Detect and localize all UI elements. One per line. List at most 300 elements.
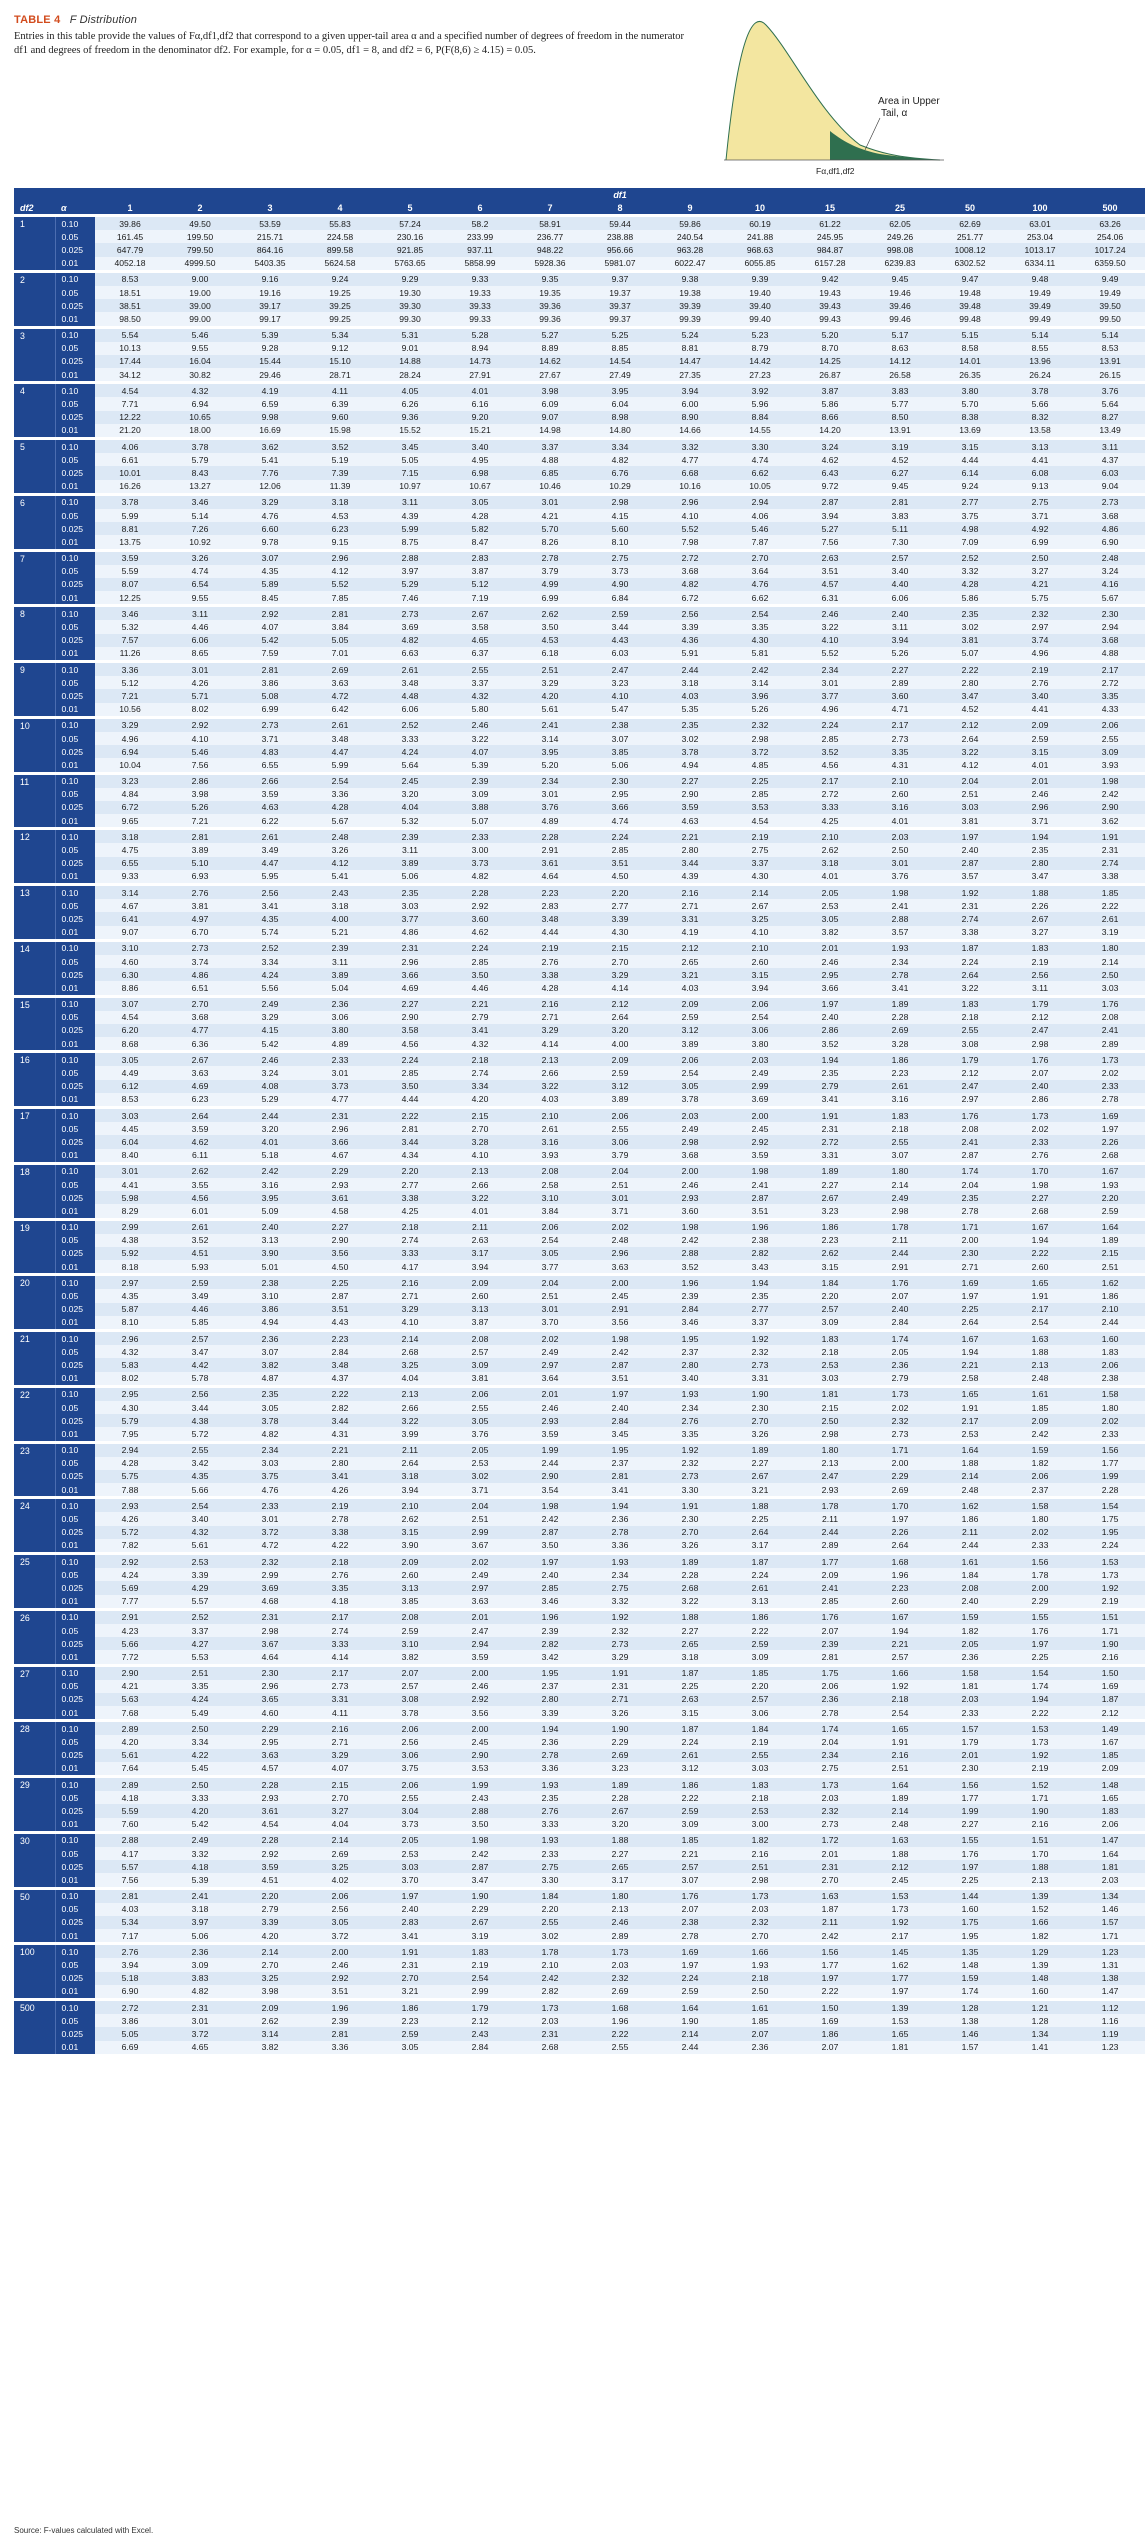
f-value-cell: 7.21 <box>95 689 165 702</box>
f-value-cell: 3.41 <box>585 1483 655 1498</box>
f-value-cell: 4.28 <box>95 1457 165 1470</box>
f-value-cell: 2.35 <box>935 1191 1005 1204</box>
f-value-cell: 2.33 <box>305 1052 375 1067</box>
f-value-cell: 2.28 <box>655 1568 725 1581</box>
f-value-cell: 1.93 <box>515 1832 585 1847</box>
f-value-cell: 5763.65 <box>375 257 445 272</box>
f-value-cell: 3.98 <box>165 788 235 801</box>
f-value-cell: 1013.17 <box>1005 243 1075 256</box>
f-value-cell: 3.78 <box>655 745 725 758</box>
f-value-cell: 6.76 <box>585 466 655 479</box>
f-value-cell: 3.61 <box>235 1804 305 1817</box>
f-value-cell: 2.96 <box>375 955 445 968</box>
f-value-cell: 2.71 <box>585 1693 655 1706</box>
f-value-cell: 3.39 <box>515 1706 585 1721</box>
f-value-cell: 2.59 <box>655 1985 725 2000</box>
df2-value: 9 <box>14 662 55 718</box>
f-value-cell: 6.04 <box>95 1135 165 1148</box>
df2-value: 24 <box>14 1498 55 1554</box>
alpha-value: 0.01 <box>55 257 95 272</box>
f-value-cell: 2.78 <box>865 968 935 981</box>
f-value-cell: 2.19 <box>445 1958 515 1971</box>
f-value-cell: 2.03 <box>865 829 935 844</box>
f-value-cell: 5.05 <box>95 2027 165 2040</box>
alpha-value: 0.05 <box>55 397 95 410</box>
f-value-cell: 4.19 <box>235 383 305 398</box>
f-value-cell: 2.09 <box>795 1568 865 1581</box>
f-value-cell: 2.25 <box>725 773 795 788</box>
f-value-cell: 1.83 <box>445 1944 515 1959</box>
f-value-cell: 2.00 <box>725 1108 795 1123</box>
f-value-cell: 2.18 <box>865 1122 935 1135</box>
f-value-cell: 98.50 <box>95 312 165 327</box>
f-value-cell: 5.53 <box>165 1650 235 1665</box>
f-value-cell: 9.60 <box>305 411 375 424</box>
f-value-cell: 9.35 <box>515 271 585 286</box>
df2-value: 12 <box>14 829 55 885</box>
f-value-cell: 4.44 <box>515 926 585 941</box>
alpha-value: 0.01 <box>55 1483 95 1498</box>
f-value-cell: 2.84 <box>445 2041 515 2054</box>
f-value-cell: 2.28 <box>235 1832 305 1847</box>
alpha-value: 0.01 <box>55 814 95 829</box>
f-value-cell: 1.94 <box>865 1624 935 1637</box>
f-value-cell: 3.13 <box>445 1303 515 1316</box>
alpha-value: 0.025 <box>55 1581 95 1594</box>
f-value-cell: 1.53 <box>865 2014 935 2027</box>
f-value-cell: 6.98 <box>445 466 515 479</box>
f-value-cell: 3.19 <box>1075 926 1145 941</box>
f-value-cell: 3.11 <box>375 843 445 856</box>
table-row <box>14 788 1145 801</box>
f-value-cell: 3.94 <box>865 634 935 647</box>
f-value-cell: 5.66 <box>95 1637 165 1650</box>
f-value-cell: 921.85 <box>375 243 445 256</box>
f-value-cell: 2.43 <box>445 2027 515 2040</box>
f-value-cell: 1.77 <box>795 1958 865 1971</box>
f-value-cell: 7.88 <box>95 1483 165 1498</box>
alpha-value: 0.01 <box>55 1093 95 1108</box>
f-value-cell: 3.18 <box>305 494 375 509</box>
f-value-cell: 99.43 <box>795 312 865 327</box>
f-value-cell: 4.20 <box>235 1929 305 1944</box>
f-value-cell: 2.55 <box>375 1791 445 1804</box>
f-value-cell: 2.06 <box>515 1219 585 1234</box>
f-value-cell: 3.80 <box>935 383 1005 398</box>
f-value-cell: 1.86 <box>795 2027 865 2040</box>
alpha-value: 0.10 <box>55 1219 95 1234</box>
f-value-cell: 4.33 <box>1075 703 1145 718</box>
f-value-cell: 1.64 <box>1075 1219 1145 1234</box>
f-value-cell: 62.69 <box>935 216 1005 231</box>
f-value-cell: 4.23 <box>95 1624 165 1637</box>
f-value-cell: 2.60 <box>375 1568 445 1581</box>
alpha-value: 0.01 <box>55 1650 95 1665</box>
f-value-cell: 2.10 <box>865 773 935 788</box>
f-value-cell: 2.71 <box>935 1260 1005 1275</box>
df2-value: 5 <box>14 439 55 495</box>
f-value-cell: 2.59 <box>165 1275 235 1290</box>
f-value-cell: 3.86 <box>235 1303 305 1316</box>
f-value-cell: 2.38 <box>235 1275 305 1290</box>
alpha-value: 0.01 <box>55 1260 95 1275</box>
f-value-cell: 6.63 <box>375 647 445 662</box>
table-row <box>14 996 1145 1011</box>
f-value-cell: 2.62 <box>235 2014 305 2027</box>
f-value-cell: 2.18 <box>725 1791 795 1804</box>
f-value-cell: 3.96 <box>725 689 795 702</box>
f-value-cell: 3.25 <box>235 1972 305 1985</box>
f-value-cell: 3.36 <box>585 1539 655 1554</box>
f-value-cell: 5.28 <box>445 327 515 342</box>
alpha-value: 0.025 <box>55 1358 95 1371</box>
f-value-cell: 3.15 <box>1005 745 1075 758</box>
f-value-cell: 1.46 <box>935 2027 1005 2040</box>
f-value-cell: 1.58 <box>935 1665 1005 1680</box>
f-value-cell: 4.46 <box>165 620 235 633</box>
f-value-cell: 2.16 <box>375 1275 445 1290</box>
f-value-cell: 19.33 <box>445 286 515 299</box>
f-value-cell: 2.24 <box>1075 1539 1145 1554</box>
f-value-cell: 6.06 <box>865 591 935 606</box>
f-value-cell: 2.29 <box>235 1721 305 1736</box>
f-value-cell: 2.73 <box>865 1427 935 1442</box>
f-value-cell: 2.73 <box>725 1358 795 1371</box>
f-value-cell: 4.32 <box>165 1526 235 1539</box>
f-value-cell: 2.71 <box>375 1289 445 1302</box>
f-value-cell: 3.30 <box>655 1483 725 1498</box>
f-value-cell: 2.17 <box>795 773 865 788</box>
f-value-cell: 9.39 <box>725 271 795 286</box>
f-value-cell: 39.30 <box>375 299 445 312</box>
f-value-cell: 1.38 <box>935 2014 1005 2027</box>
f-value-cell: 1.98 <box>655 1219 725 1234</box>
f-value-cell: 3.57 <box>865 926 935 941</box>
f-value-cell: 5.39 <box>165 1873 235 1888</box>
f-value-cell: 2.63 <box>795 550 865 565</box>
f-value-cell: 2.75 <box>1005 494 1075 509</box>
f-value-cell: 2.20 <box>725 1680 795 1693</box>
df1-column-header: 15 <box>795 201 865 216</box>
f-value-cell: 5.66 <box>1005 397 1075 410</box>
f-value-cell: 5.26 <box>165 801 235 814</box>
f-value-cell: 3.05 <box>795 912 865 925</box>
df1-column-header: 500 <box>1075 201 1145 216</box>
f-value-cell: 1.52 <box>1005 1903 1075 1916</box>
f-value-cell: 7.19 <box>445 591 515 606</box>
table-row <box>14 535 1145 550</box>
f-value-cell: 6.93 <box>165 870 235 885</box>
f-value-cell: 2.22 <box>1005 1706 1075 1721</box>
f-value-cell: 2.03 <box>795 1791 865 1804</box>
table-row <box>14 1804 1145 1817</box>
f-value-cell: 2.22 <box>935 662 1005 677</box>
f-value-cell: 14.42 <box>725 355 795 368</box>
f-value-cell: 4.74 <box>725 453 795 466</box>
f-value-cell: 3.20 <box>585 1818 655 1833</box>
f-value-cell: 2.78 <box>1075 1093 1145 1108</box>
f-value-cell: 2.03 <box>725 1052 795 1067</box>
f-value-cell: 3.66 <box>305 1135 375 1148</box>
f-value-cell: 2.49 <box>655 1122 725 1135</box>
f-value-cell: 3.46 <box>95 606 165 621</box>
f-value-cell: 2.32 <box>865 1414 935 1427</box>
f-value-cell: 3.88 <box>445 801 515 814</box>
f-value-cell: 1.48 <box>1005 1972 1075 1985</box>
f-value-cell: 4.21 <box>515 509 585 522</box>
f-value-cell: 2.68 <box>1075 1149 1145 1164</box>
f-value-cell: 5.79 <box>165 453 235 466</box>
f-value-cell: 5.39 <box>235 327 305 342</box>
f-value-cell: 1.97 <box>1005 1637 1075 1650</box>
f-value-cell: 1.57 <box>1075 1916 1145 1929</box>
f-value-cell: 2.00 <box>305 1944 375 1959</box>
f-value-cell: 1.61 <box>935 1554 1005 1569</box>
f-value-cell: 2.34 <box>865 955 935 968</box>
f-value-cell: 2.27 <box>585 1847 655 1860</box>
f-value-cell: 1.92 <box>865 1916 935 1929</box>
table-row <box>14 397 1145 410</box>
f-value-cell: 2.07 <box>1005 1066 1075 1079</box>
f-value-cell: 2.23 <box>375 2014 445 2027</box>
f-value-cell: 4.35 <box>235 565 305 578</box>
f-value-cell: 1.84 <box>515 1888 585 1903</box>
f-value-cell: 8.66 <box>795 411 865 424</box>
f-value-cell: 2.73 <box>1075 494 1145 509</box>
f-value-cell: 2.35 <box>795 1066 865 1079</box>
f-value-cell: 2.28 <box>1075 1483 1145 1498</box>
f-value-cell: 2.13 <box>795 1457 865 1470</box>
f-value-cell: 4.28 <box>515 981 585 996</box>
f-value-cell: 19.35 <box>515 286 585 299</box>
df1-column-header: 100 <box>1005 201 1075 216</box>
f-value-cell: 3.33 <box>375 1247 445 1260</box>
f-value-cell: 2.76 <box>165 885 235 900</box>
f-value-cell: 10.67 <box>445 480 515 495</box>
f-value-cell: 8.63 <box>865 342 935 355</box>
f-value-cell: 1.73 <box>725 1888 795 1903</box>
f-value-cell: 3.07 <box>235 1345 305 1358</box>
f-value-cell: 9.38 <box>655 271 725 286</box>
f-value-cell: 3.37 <box>725 1316 795 1331</box>
f-value-cell: 1.69 <box>795 2014 865 2027</box>
f-value-cell: 6.39 <box>305 397 375 410</box>
f-value-cell: 1.78 <box>1005 1568 1075 1581</box>
f-value-cell: 3.01 <box>515 494 585 509</box>
f-value-cell: 6.08 <box>1005 466 1075 479</box>
f-value-cell: 2.10 <box>515 1108 585 1123</box>
f-value-cell: 13.49 <box>1075 424 1145 439</box>
df2-value: 29 <box>14 1777 55 1833</box>
f-value-cell: 4.83 <box>235 745 305 758</box>
f-value-cell: 2.26 <box>1005 899 1075 912</box>
f-value-cell: 3.31 <box>795 1149 865 1164</box>
f-value-cell: 2.08 <box>375 1609 445 1624</box>
f-value-cell: 2.57 <box>165 1331 235 1346</box>
f-value-cell: 6.84 <box>585 591 655 606</box>
f-value-cell: 2.20 <box>515 1903 585 1916</box>
f-value-cell: 10.13 <box>95 342 165 355</box>
f-value-cell: 2.55 <box>445 1401 515 1414</box>
alpha-value: 0.01 <box>55 703 95 718</box>
f-value-cell: 3.34 <box>235 955 305 968</box>
f-value-cell: 3.66 <box>585 801 655 814</box>
table-row <box>14 466 1145 479</box>
f-value-cell: 1.64 <box>935 1442 1005 1457</box>
f-value-cell: 2.05 <box>935 1637 1005 1650</box>
f-value-cell: 2.10 <box>1075 1303 1145 1316</box>
f-value-cell: 3.21 <box>375 1985 445 2000</box>
f-value-cell: 3.30 <box>515 1873 585 1888</box>
f-value-cell: 4.49 <box>95 1066 165 1079</box>
f-value-cell: 1.69 <box>935 1275 1005 1290</box>
f-value-cell: 3.29 <box>305 1749 375 1762</box>
f-value-cell: 4.10 <box>165 732 235 745</box>
f-value-cell: 2.87 <box>725 1191 795 1204</box>
f-value-cell: 2.02 <box>1075 1066 1145 1079</box>
f-value-cell: 5.95 <box>235 870 305 885</box>
f-value-cell: 4.82 <box>585 453 655 466</box>
f-value-cell: 6.22 <box>235 814 305 829</box>
f-value-cell: 2.87 <box>935 1149 1005 1164</box>
f-value-cell: 5.69 <box>95 1581 165 1594</box>
f-value-cell: 4.87 <box>235 1372 305 1387</box>
f-value-cell: 1.65 <box>1075 1791 1145 1804</box>
f-value-cell: 3.06 <box>725 1024 795 1037</box>
df2-value: 14 <box>14 940 55 996</box>
table-row <box>14 243 1145 256</box>
f-value-cell: 2.41 <box>935 1135 1005 1148</box>
f-value-cell: 1.45 <box>865 1944 935 1959</box>
f-value-cell: 2.83 <box>515 899 585 912</box>
f-value-cell: 2.70 <box>305 1791 375 1804</box>
f-value-cell: 984.87 <box>795 243 865 256</box>
f-value-cell: 1.77 <box>1075 1457 1145 1470</box>
alpha-value: 0.10 <box>55 1108 95 1123</box>
f-value-cell: 2.35 <box>725 1289 795 1302</box>
f-value-cell: 1.73 <box>515 2000 585 2015</box>
f-value-cell: 6.27 <box>865 466 935 479</box>
f-value-cell: 2.73 <box>375 606 445 621</box>
f-value-cell: 7.60 <box>95 1818 165 1833</box>
f-value-cell: 2.97 <box>445 1581 515 1594</box>
f-value-cell: 4.27 <box>165 1637 235 1650</box>
f-value-cell: 2.74 <box>305 1624 375 1637</box>
f-value-cell: 4.50 <box>585 870 655 885</box>
f-value-cell: 2.31 <box>165 2000 235 2015</box>
f-value-cell: 2.72 <box>1075 676 1145 689</box>
alpha-value: 0.05 <box>55 1958 95 1971</box>
f-value-cell: 2.12 <box>585 996 655 1011</box>
f-value-cell: 249.26 <box>865 230 935 243</box>
alpha-value: 0.10 <box>55 996 95 1011</box>
f-value-cell: 4.16 <box>1075 578 1145 591</box>
f-value-cell: 2.45 <box>585 1289 655 1302</box>
f-value-cell: 2.17 <box>865 1929 935 1944</box>
f-value-cell: 2.41 <box>865 899 935 912</box>
f-value-cell: 2.44 <box>655 2041 725 2054</box>
f-value-cell: 2.15 <box>305 1777 375 1792</box>
f-value-cell: 1.28 <box>1005 2014 1075 2027</box>
f-value-cell: 1.50 <box>1075 1665 1145 1680</box>
df2-value: 11 <box>14 773 55 829</box>
f-value-cell: 2.50 <box>165 1777 235 1792</box>
df1-column-header: 10 <box>725 201 795 216</box>
f-value-cell: 14.54 <box>585 355 655 368</box>
f-value-cell: 1.44 <box>935 1888 1005 1903</box>
f-value-cell: 1.89 <box>1075 1234 1145 1247</box>
f-value-cell: 2.98 <box>795 1427 865 1442</box>
f-value-cell: 13.27 <box>165 480 235 495</box>
f-value-cell: 2.46 <box>305 1958 375 1971</box>
f-value-cell: 9.98 <box>235 411 305 424</box>
f-value-cell: 5.85 <box>165 1316 235 1331</box>
alpha-value: 0.10 <box>55 1386 95 1401</box>
f-value-cell: 3.68 <box>655 1149 725 1164</box>
f-value-cell: 2.17 <box>305 1665 375 1680</box>
f-value-cell: 1.94 <box>1005 1234 1075 1247</box>
f-value-cell: 1.86 <box>1075 1289 1145 1302</box>
f-value-cell: 3.52 <box>795 745 865 758</box>
f-value-cell: 1.90 <box>1005 1804 1075 1817</box>
alpha-value: 0.05 <box>55 1512 95 1525</box>
f-value-cell: 2.28 <box>515 829 585 844</box>
f-value-cell: 3.15 <box>935 439 1005 454</box>
f-value-cell: 9.33 <box>445 271 515 286</box>
f-value-cell: 2.52 <box>165 1609 235 1624</box>
f-value-cell: 1.48 <box>935 1958 1005 1971</box>
f-value-cell: 2.64 <box>165 1108 235 1123</box>
f-value-cell: 2.66 <box>515 1066 585 1079</box>
f-value-cell: 4.88 <box>1075 647 1145 662</box>
df2-value: 500 <box>14 2000 55 2054</box>
f-value-cell: 5.09 <box>235 1204 305 1219</box>
f-value-cell: 1.76 <box>935 1847 1005 1860</box>
f-value-cell: 8.47 <box>445 535 515 550</box>
f-value-cell: 8.38 <box>935 411 1005 424</box>
f-value-cell: 2.33 <box>235 1498 305 1513</box>
f-value-cell: 2.32 <box>1005 606 1075 621</box>
f-value-cell: 3.28 <box>445 1135 515 1148</box>
f-value-cell: 1.97 <box>375 1888 445 1903</box>
f-value-cell: 2.44 <box>655 662 725 677</box>
f-value-cell: 4.12 <box>305 857 375 870</box>
f-value-cell: 3.11 <box>1075 439 1145 454</box>
f-value-cell: 2.14 <box>305 1832 375 1847</box>
f-value-cell: 8.40 <box>95 1149 165 1164</box>
f-value-cell: 6.99 <box>515 591 585 606</box>
f-value-cell: 4.34 <box>375 1149 445 1164</box>
f-value-cell: 3.06 <box>375 1749 445 1762</box>
f-value-cell: 2.60 <box>445 1289 515 1302</box>
f-value-cell: 2.14 <box>1075 955 1145 968</box>
f-value-cell: 6.03 <box>1075 466 1145 479</box>
f-value-cell: 3.27 <box>1005 926 1075 941</box>
f-value-cell: 4.94 <box>655 758 725 773</box>
f-value-cell: 2.73 <box>165 940 235 955</box>
f-value-cell: 2.81 <box>95 1888 165 1903</box>
f-value-cell: 3.89 <box>305 968 375 981</box>
f-value-cell: 2.14 <box>865 1178 935 1191</box>
table-row <box>14 1539 1145 1554</box>
f-value-cell: 1.63 <box>795 1888 865 1903</box>
alpha-value: 0.10 <box>55 216 95 231</box>
f-value-cell: 1.99 <box>445 1777 515 1792</box>
f-value-cell: 1.89 <box>585 1777 655 1792</box>
f-value-cell: 3.50 <box>515 620 585 633</box>
f-value-cell: 5.04 <box>305 981 375 996</box>
f-value-cell: 3.05 <box>305 1916 375 1929</box>
